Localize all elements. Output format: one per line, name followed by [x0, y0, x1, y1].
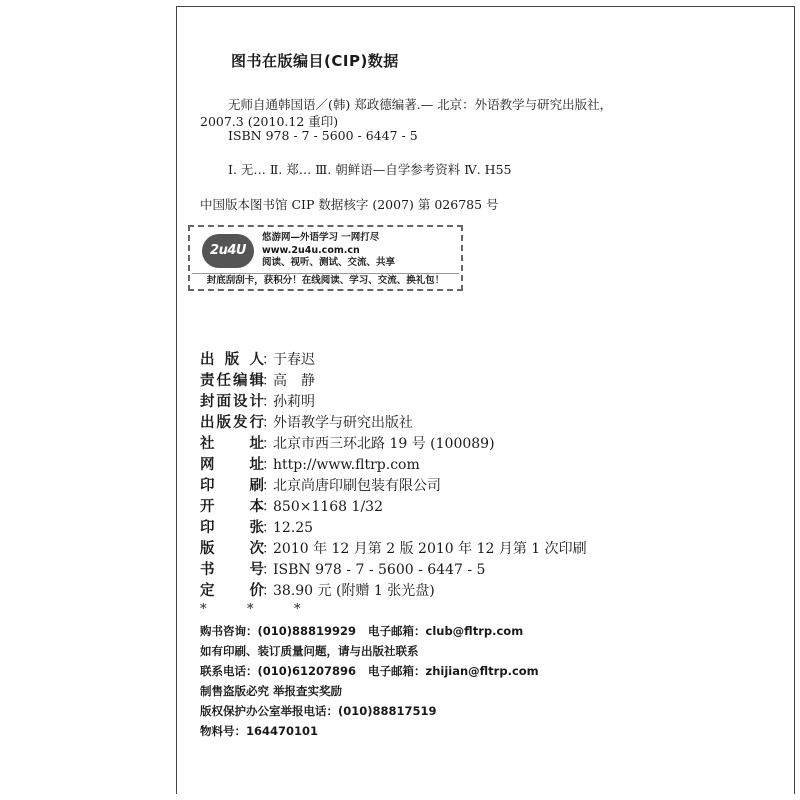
- colon: ：: [262, 499, 276, 515]
- quality-note: 如有印刷、装订质量问题，请与出版社联系: [200, 644, 419, 658]
- info-label: 责任编辑: [200, 373, 264, 389]
- promo-text: [262, 232, 395, 270]
- info-value: 12.25: [273, 520, 314, 536]
- colon: ：: [262, 394, 276, 410]
- piracy-note: 制售盗版必究 举报查实奖励: [200, 684, 343, 698]
- promo-header: [198, 230, 453, 270]
- info-value: 于春迟: [273, 352, 315, 368]
- colon: ：: [262, 352, 276, 368]
- info-value: http://www.fltrp.com: [273, 457, 420, 473]
- cip-subjects: Ⅰ. 无… Ⅱ. 郑… Ⅲ. 朝鲜语—自学参考资料 Ⅳ. H55: [228, 162, 512, 177]
- promo-line-2: www.2u4u.com.cn: [262, 244, 360, 256]
- info-label: 封面设计: [200, 394, 264, 410]
- cip-isbn: ISBN 978 - 7 - 5600 - 6447 - 5: [228, 128, 418, 143]
- colon: ：: [262, 541, 276, 557]
- info-value: 2010 年 12 月第 2 版 2010 年 12 月第 1 次印刷: [273, 541, 587, 557]
- star: *: [200, 602, 207, 617]
- info-label: 书号: [200, 562, 264, 578]
- info-value: 北京尚唐印刷包装有限公司: [273, 478, 441, 494]
- colon: ：: [262, 436, 276, 452]
- info-label: 出版人: [200, 352, 264, 368]
- info-value: ISBN 978 - 7 - 5600 - 6447 - 5: [273, 562, 486, 578]
- colon: ：: [262, 415, 276, 431]
- promo-logo: 2u4U: [202, 234, 254, 268]
- info-value: 外语教学与研究出版社: [273, 415, 413, 431]
- contact-email: 电子邮箱：zhijian@fltrp.com: [368, 664, 539, 678]
- info-label: 出版发行: [200, 415, 264, 431]
- separator-stars: [200, 602, 341, 617]
- item-number: 物料号：164470101: [200, 724, 319, 738]
- info-label: 版次: [200, 541, 264, 557]
- info-value: 38.90 元 (附赠 1 张光盘): [273, 583, 435, 599]
- info-value: 北京市西三环北路 19 号 (100089): [273, 436, 495, 452]
- colon: ：: [262, 562, 276, 578]
- info-value: 850×1168 1/32: [273, 499, 383, 515]
- colon: ：: [262, 457, 276, 473]
- info-label: 社址: [200, 436, 264, 452]
- info-label: 印张: [200, 520, 264, 536]
- purchase-phone: 购书咨询：(010)88819929: [200, 624, 357, 638]
- promo-box: [188, 225, 463, 291]
- purchase-email: 电子邮箱：club@fltrp.com: [368, 624, 524, 638]
- info-label: 印刷: [200, 478, 264, 494]
- promo-line-3: 阅读、视听、测试、交流、共享: [262, 257, 396, 268]
- promo-footer: 封底刮刮卡，获积分！在线阅读、学习、交流、换礼包！: [192, 273, 459, 288]
- info-value: 孙莉明: [273, 394, 315, 410]
- promo-line-1: 悠游网—外语学习 一网打尽: [262, 232, 380, 243]
- cip-record-number: 中国版本图书馆 CIP 数据核字 (2007) 第 026785 号: [200, 197, 499, 212]
- piracy-phone: 版权保护办公室举报电话：(010)88817519: [200, 704, 437, 718]
- star: *: [294, 602, 301, 617]
- star: *: [247, 602, 254, 617]
- colon: ：: [262, 583, 276, 599]
- contact-row: [200, 661, 539, 681]
- colon: ：: [262, 520, 276, 536]
- info-label: 开本: [200, 499, 264, 515]
- cip-entry-continued: 2007.3 (2010.12 重印): [200, 114, 339, 129]
- info-value: 高 静: [273, 373, 315, 389]
- contact-phone: 联系电话：(010)61207896: [200, 664, 357, 678]
- contact-section: [200, 621, 539, 741]
- colon: ：: [262, 373, 276, 389]
- cip-entry: 无师自通韩国语／(韩) 郑政德编著.— 北京：外语教学与研究出版社，: [228, 97, 613, 112]
- purchase-row: [200, 621, 524, 641]
- colon: ：: [262, 478, 276, 494]
- info-label: 定价: [200, 583, 264, 599]
- info-label: 网址: [200, 457, 264, 473]
- cip-title: 图书在版编目(CIP)数据: [231, 52, 399, 70]
